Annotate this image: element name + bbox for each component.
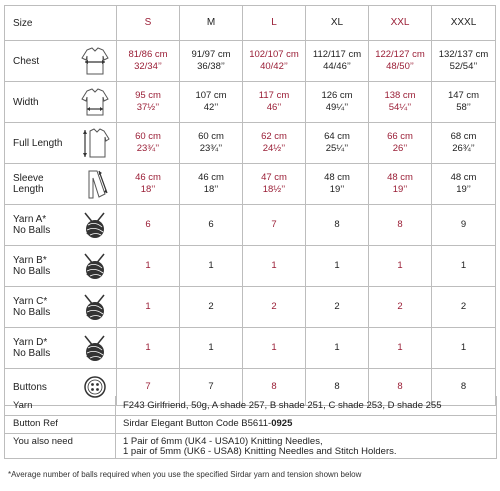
chest-label: Chest <box>5 41 75 82</box>
size-header-row <box>5 6 496 41</box>
table-cell: 1 <box>117 328 180 369</box>
table-cell: 2 <box>432 287 496 328</box>
footnote: *Average number of balls required when you use the specified Sirdar yarn and tension shown below <box>8 470 362 479</box>
table-cell: 95 cm 37½’’ <box>117 82 180 123</box>
also-need-line-1: 1 Pair of 6mm (UK4 - USA10) Knitting Needles, <box>123 436 323 447</box>
sleeve-length-label: Sleeve Length <box>5 164 75 205</box>
button-ref-code: 0925 <box>271 418 293 429</box>
yarn-a-row <box>5 205 496 246</box>
size-xxl: XXL <box>369 6 432 41</box>
full-length-row <box>5 123 496 164</box>
table-cell: 48 cm 19’’ <box>432 164 496 205</box>
table-cell: 1 <box>432 246 496 287</box>
yarn-b-row <box>5 246 496 287</box>
table-cell: 46 cm 18’’ <box>180 164 243 205</box>
sleeve-measure-icon <box>75 164 117 205</box>
yarn-a-label: Yarn A* No Balls <box>5 205 75 246</box>
footer-rule <box>5 415 496 416</box>
table-cell: 7 <box>117 369 180 406</box>
table-cell: 1 <box>369 328 432 369</box>
yarn-ball-icon <box>75 328 117 369</box>
table-cell: 9 <box>432 205 496 246</box>
also-need-row-2 <box>5 445 496 459</box>
yarn-info-row <box>5 399 496 413</box>
table-cell: 102/107 cm 40/42’’ <box>243 41 306 82</box>
also-need-label: You also need <box>13 436 73 447</box>
table-cell: 8 <box>306 369 369 406</box>
table-cell: 107 cm 42’’ <box>180 82 243 123</box>
table-cell: 2 <box>180 287 243 328</box>
table-cell: 1 <box>180 328 243 369</box>
table-cell: 48 cm 19’’ <box>369 164 432 205</box>
table-cell: 1 <box>369 246 432 287</box>
footer-rule <box>5 433 496 434</box>
table-cell: 132/137 cm 52/54’’ <box>432 41 496 82</box>
table-cell: 6 <box>180 205 243 246</box>
table-cell: 64 cm 25¼’’ <box>306 123 369 164</box>
table-cell: 47 cm 18½’’ <box>243 164 306 205</box>
table-cell: 1 <box>180 246 243 287</box>
table-cell: 122/127 cm 48/50’’ <box>369 41 432 82</box>
yarn-info-label: Yarn <box>13 400 33 411</box>
yarn-d-row <box>5 328 496 369</box>
width-measure-icon <box>75 82 117 123</box>
yarn-ball-icon <box>75 287 117 328</box>
yarn-b-label: Yarn B* No Balls <box>5 246 75 287</box>
table-cell: 1 <box>306 246 369 287</box>
yarn-c-label: Yarn C* No Balls <box>5 287 75 328</box>
width-row <box>5 82 496 123</box>
table-cell: 8 <box>369 369 432 406</box>
yarn-d-label: Yarn D* No Balls <box>5 328 75 369</box>
size-m: M <box>180 6 243 41</box>
table-cell: 68 cm 26¾’’ <box>432 123 496 164</box>
also-need-line-2: 1 pair of 5mm (UK6 - USA8) Knitting Needles and Stitch Holders. <box>123 446 397 457</box>
table-cell: 1 <box>306 328 369 369</box>
full-length-label: Full Length <box>5 123 75 164</box>
table-cell: 62 cm 24½’’ <box>243 123 306 164</box>
button-ref-value: Sirdar Elegant Button Code B5611-0925 <box>123 418 293 429</box>
table-cell: 147 cm 58’’ <box>432 82 496 123</box>
table-cell: 81/86 cm 32/34’’ <box>117 41 180 82</box>
size-s: S <box>117 6 180 41</box>
size-xxxl: XXXL <box>432 6 496 41</box>
yarn-ball-icon <box>75 246 117 287</box>
table-cell: 91/97 cm 36/38’’ <box>180 41 243 82</box>
table-cell: 2 <box>369 287 432 328</box>
table-cell: 7 <box>243 205 306 246</box>
table-cell: 46 cm 18’’ <box>117 164 180 205</box>
button-ref-label: Button Ref <box>13 418 58 429</box>
yarn-ball-icon <box>75 205 117 246</box>
table-cell: 1 <box>243 246 306 287</box>
materials-footer <box>4 396 497 459</box>
yarn-info-value: F243 Girlfriend, 50g, A shade 257, B shade 251, C shade 253, D shade 255 <box>123 400 442 411</box>
table-cell: 6 <box>117 205 180 246</box>
table-cell: 138 cm 54¼’’ <box>369 82 432 123</box>
width-label: Width <box>5 82 75 123</box>
size-l: L <box>243 6 306 41</box>
table-cell: 66 cm 26’’ <box>369 123 432 164</box>
table-cell: 2 <box>243 287 306 328</box>
table-cell: 112/117 cm 44/46’’ <box>306 41 369 82</box>
table-cell: 60 cm 23¾’’ <box>180 123 243 164</box>
table-cell: 1 <box>117 287 180 328</box>
length-measure-icon <box>75 123 117 164</box>
size-header-label: Size <box>5 6 117 41</box>
table-cell: 48 cm 19’’ <box>306 164 369 205</box>
table-cell: 8 <box>432 369 496 406</box>
chest-measure-icon <box>75 41 117 82</box>
table-cell: 8 <box>243 369 306 406</box>
table-cell: 8 <box>306 205 369 246</box>
table-cell: 1 <box>432 328 496 369</box>
table-cell: 1 <box>243 328 306 369</box>
table-cell: 8 <box>369 205 432 246</box>
yarn-c-row <box>5 287 496 328</box>
buttons-label: Buttons <box>5 369 75 406</box>
table-cell: 1 <box>117 246 180 287</box>
chest-row <box>5 41 496 82</box>
sleeve-length-row <box>5 164 496 205</box>
size-table <box>4 5 496 406</box>
size-xl: XL <box>306 6 369 41</box>
table-cell: 7 <box>180 369 243 406</box>
table-cell: 2 <box>306 287 369 328</box>
button-ref-row <box>5 417 496 431</box>
table-cell: 60 cm 23¾’’ <box>117 123 180 164</box>
table-cell: 117 cm 46’’ <box>243 82 306 123</box>
table-cell: 126 cm 49¼’’ <box>306 82 369 123</box>
